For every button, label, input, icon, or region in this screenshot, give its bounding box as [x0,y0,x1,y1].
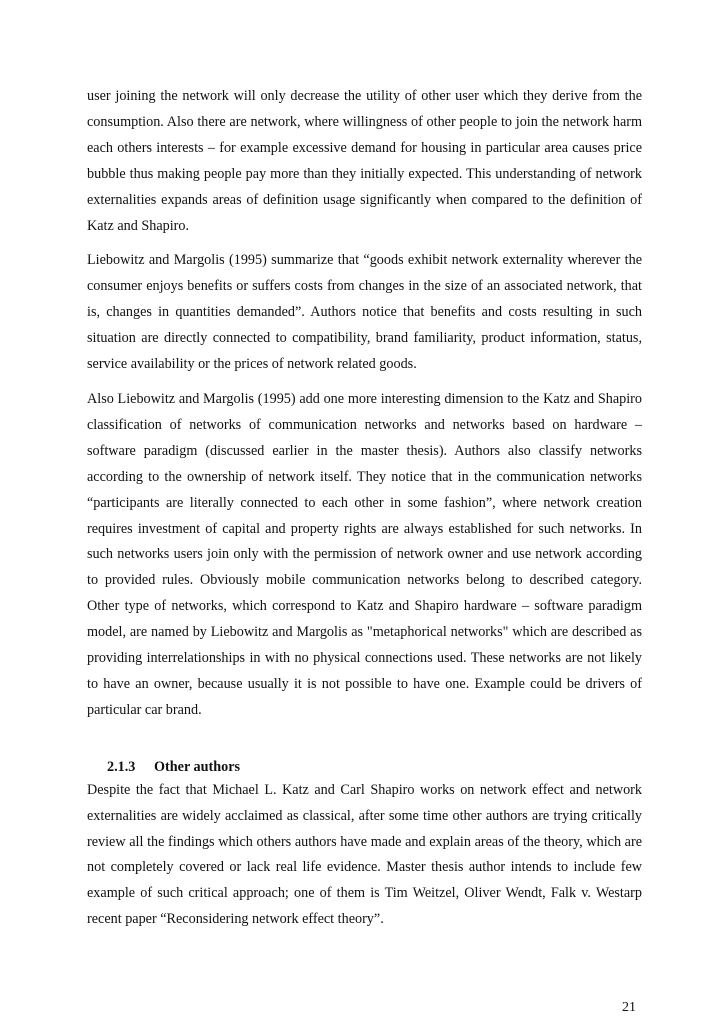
section-paragraph: Despite the fact that Michael L. Katz and Carl Shapiro works on network effect and network externalities are widely acclaimed as classical, after some time other authors are trying critically review all the findings which others authors have made and explain areas of the theory, which are not completely covered or lack real life evidence. Master thesis author intends to include few example of such critical approach; one of them is Tim Weitzel, Oliver Wendt, Falk v. Westarp recent paper “Reconsidering network effect theory”. [87,781,642,928]
page-number: 21 [622,1000,636,1015]
section-title: Other authors [154,758,241,775]
document-page [87,84,642,943]
body-paragraph-1: user joining the network will only decrease the utility of other user which they derive from the consumption. Also there are network, where willingness of other people to join the network harm each others interests – for example excessive demand for housing in particular area causes price bubble thus making people pay more than they initially expected. This understanding of network externalities expands areas of definition usage significantly when compared to the definition of Katz and Shapiro. [87,88,642,234]
body-paragraph-3: Also Liebowitz and Margolis (1995) add one more interesting dimension to the Katz and Shapiro classification of networks of communication networks and networks based on hardware – software paradigm (discussed earlier in the master thesis). Authors also classify networks according to the ownership of network itself. They notice that in the communication networks “participants are literally connected to each other in some fashion”, where network creation requires investment of capital and property rights are always established for such networks. In such networks users join only with the permission of network owner and use network according to provided rules. Obviously mobile communication networks belong to described category. Other type of networks, which correspond to Katz and Shapiro hardware – software paradigm model, are named by Liebowitz and Margolis as "metaphorical networks" which are described as providing interrelationships in with no physical connections used. These networks are not likely to have an owner, because usually it is not possible to have one. Example could be drivers of particular car brand. [87,390,642,718]
body-paragraph-2: Liebowitz and Margolis (1995) summarize that “goods exhibit network externality wherever the consumer enjoys benefits or suffers costs from changes in the size of an associated network, that is, changes in quantities demanded”. Authors notice that benefits and costs resulting in such situation are directly connected to compatibility, brand familiarity, product information, status, service availability or the prices of network related goods. [87,252,642,373]
section-number: 2.1.3 [107,758,136,775]
section-heading [87,756,642,778]
